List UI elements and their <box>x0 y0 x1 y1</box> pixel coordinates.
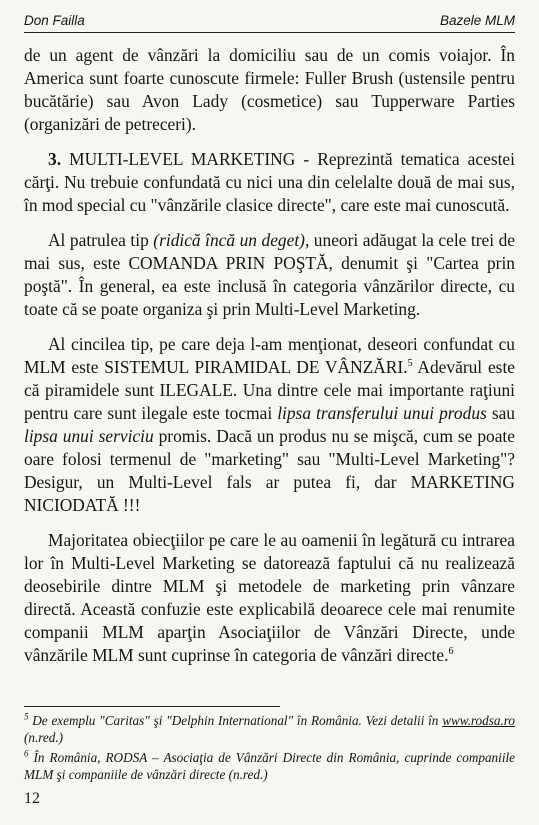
section-number: 3. <box>48 149 62 169</box>
header-book-title: Bazele MLM <box>439 13 515 28</box>
paragraph-5 <box>24 529 515 667</box>
footnotes <box>24 712 515 786</box>
footnote-5-text-a: De exemplu "Caritas" şi "Delphin International" în România. Vezi detalii în <box>28 713 443 728</box>
paragraph-4-text-d: promis. Dacă un produs nu se mişcă, cum se poate oare folosi termenul de "marketing" sau "Multi-Level Marketing"? Desigur, un Multi-Level fals ar putea fi, dar MARKETING NICIODATĂ !!! <box>24 426 515 515</box>
paragraph-4-text-b: Adevărul este că piramidele sunt ILEGALE. Una dintre cele mai importante raţiuni pentru care sunt ilegale este tocmai <box>24 357 516 423</box>
footnote-6-text: În România, RODSA – Asociaţia de Vânzări Directe din România, cuprinde companiile MLM şi companiile de vânzări directe (n.red.) <box>24 750 515 782</box>
footnote-5-text-b: (n.red.) <box>24 730 64 745</box>
paragraph-4-italic-1: lipsa transferului unui produs <box>277 403 487 423</box>
paragraph-5-text: Majoritatea obiecţiilor pe care le au oamenii în legătură cu intrarea lor în Multi-Level Marketing se datorează faptului că nu realizează deosebirile dintre MLM şi metodele de marketing prin vânzare directă. Această confuzie este explicabilă deoarece cele mai renumite companii MLM aparţin Asociaţiilor de Vânzări Directe, unde vânzările MLM sunt cuprinse în categoria de vânzări directe. <box>24 530 515 665</box>
paragraph-4-text-a: Al cincilea tip, pe care deja l-am menţionat, deseori confundat cu MLM este SISTEMUL PIRAMIDAL DE VÂNZĂRI. <box>24 334 515 377</box>
body-text <box>24 44 515 679</box>
paragraph-2 <box>24 148 515 217</box>
paragraph-4-text-c: sau <box>486 403 515 423</box>
paragraph-1-text: de un agent de vânzări la domiciliu sau de un comis voiajor. În America sunt foarte cunoscute firmele: Fuller Brush (ustensile pentru bucătărie) sau Avon Lady (cosmetice) sau Tupperware Parties (organizări de petreceri). <box>24 45 515 134</box>
footnote-6 <box>24 749 515 783</box>
paragraph-4-italic-2: lipsa unui serviciu <box>24 426 154 446</box>
paragraph-4 <box>24 333 515 517</box>
paragraph-3-text-a: Al patrulea tip <box>48 230 154 250</box>
footnote-6-number: 6 <box>24 748 29 759</box>
paragraph-3 <box>24 229 515 321</box>
footnote-separator <box>24 706 280 707</box>
footnote-ref-5: 5 <box>407 358 413 370</box>
running-header <box>24 8 515 33</box>
footnote-5-number: 5 <box>24 711 29 722</box>
paragraph-1 <box>24 44 515 136</box>
footnote-ref-6: 6 <box>448 646 454 658</box>
paragraph-3-italic: (ridică încă un deget), <box>153 230 310 250</box>
footnote-5 <box>24 712 515 746</box>
paragraph-2-text: MULTI-LEVEL MARKETING - Reprezintă tematica acestei cărţi. Nu trebuie confundată cu nici una din celelalte două de mai sus, în mod special cu "vânzările clasice directe", care este mai cunoscută. <box>24 149 515 215</box>
page-number: 12 <box>24 790 40 807</box>
paragraph-3-text-b: uneori adăugat la cele trei de mai sus, este COMANDA PRIN POŞTĂ, denumit şi "Cartea prin poştă". În general, ea este inclusă în categoria vânzărilor directe, cu toate că se poate organiza şi prin Multi-Level Marketing. <box>24 230 515 319</box>
header-author: Don Failla <box>24 13 85 28</box>
footnote-link[interactable]: www.rodsa.ro <box>442 713 515 728</box>
